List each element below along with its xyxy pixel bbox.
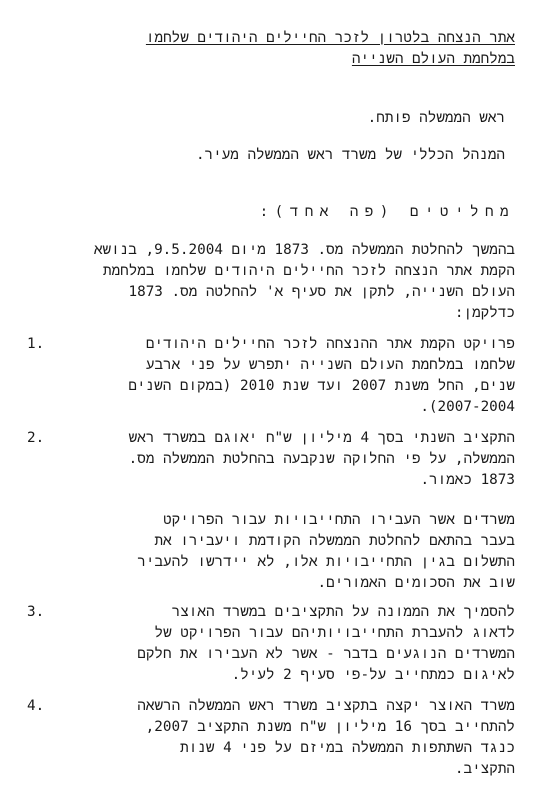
clause-number: 4. <box>27 698 45 714</box>
clause-line: לדאוג להעברת התחייבויותיהם עבור הפרויקט של <box>154 625 515 641</box>
clause-4 <box>27 696 515 780</box>
intro-line: הקמת אתר הנצחה לזכר החיילים היהודים שלחמו במלחמת <box>102 263 515 279</box>
clause-line: 1873 כאמור. <box>420 472 515 488</box>
sub-paragraph-line: התשלום בגין התחייבויות אלו, לא יידרשו להעביר <box>137 554 515 570</box>
clause-line: שלחמו במלחמת העולם השנייה יתפרש על פני ארבע <box>145 357 515 373</box>
clause-number: 3. <box>27 604 45 620</box>
sub-paragraph-line: בעבר בהתאם להחלטת הממשלה הקודמת ויעבירו את <box>154 533 515 549</box>
title-line: במלחמת העולם השנייה <box>351 51 515 67</box>
intro-paragraph <box>27 240 515 324</box>
clause-body <box>71 696 515 780</box>
clause-line: התקציב השנתי בסך 4 מיליון ש"ח יאוגם במשרד ראש <box>128 430 515 446</box>
sub-paragraph-line: שוב את הסכומים האמורים. <box>317 575 515 591</box>
clause-line: התקציב. <box>454 761 515 777</box>
clause-line: לאיגום כמתחייב על-פי סעיף 2 לעיל. <box>231 667 515 683</box>
document-title <box>27 28 515 70</box>
clause-body <box>71 428 515 491</box>
decided-heading: מחליטים (פה אחד): <box>259 204 515 220</box>
clause-line: כנגד השתתפות הממשלה במיזם על פני 4 שנות <box>180 740 515 756</box>
intro-line: העולם השנייה, לתקן את סעיף א' להחלטה מס. 1873 <box>128 284 515 300</box>
prime-minister-remark: ראש הממשלה פותח. <box>367 110 505 126</box>
clause-line: להסמיך את הממונה על התקציבים במשרד האוצר <box>171 604 515 620</box>
clause-line: פרויקט הקמת אתר ההנצחה לזכר החיילים היהודים <box>145 336 515 352</box>
clause-line: משרד האוצר יקצה בתקציב משרד ראש הממשלה הרשאה <box>137 698 515 714</box>
clause-line: להתחייב בסך 16 מיליון ש"ח משנת התקציב 2007, <box>145 719 515 735</box>
clause-line: שנים, החל משנת 2007 ועד שנת 2010 (במקום השנים <box>128 378 515 394</box>
title-line: אתר הנצחה בלטרון לזכר החיילים היהודים שלחמו <box>145 30 515 46</box>
clause-line: הממשלה, על פי החלוקה שנקבעה בהחלטת הממשלה מס. <box>128 451 515 467</box>
clause-number: 2. <box>27 430 45 446</box>
sub-paragraph-line: משרדים אשר העבירו התחייבויות עבור הפרויקט <box>163 512 515 528</box>
clause-2 <box>27 428 515 491</box>
intro-line: בהמשך להחלטת הממשלה מס. 1873 מיום 9.5.2004, בנושא <box>93 242 515 258</box>
clause-1 <box>27 334 515 418</box>
clause-2-sub-paragraph <box>71 510 515 594</box>
clause-line: 2007-2004). <box>420 399 515 415</box>
clause-body <box>71 602 515 686</box>
clause-body <box>71 334 515 418</box>
director-general-remark: המנהל הכללי של משרד ראש הממשלה מעיר. <box>195 147 505 163</box>
clause-3 <box>27 602 515 686</box>
clause-number: 1. <box>27 336 45 352</box>
clause-line: המשרדים הנוגעים בדבר - אשר לא העבירו את חלקם <box>137 646 515 662</box>
present-remarks <box>27 108 515 182</box>
intro-line: כדלקמן: <box>454 305 515 321</box>
